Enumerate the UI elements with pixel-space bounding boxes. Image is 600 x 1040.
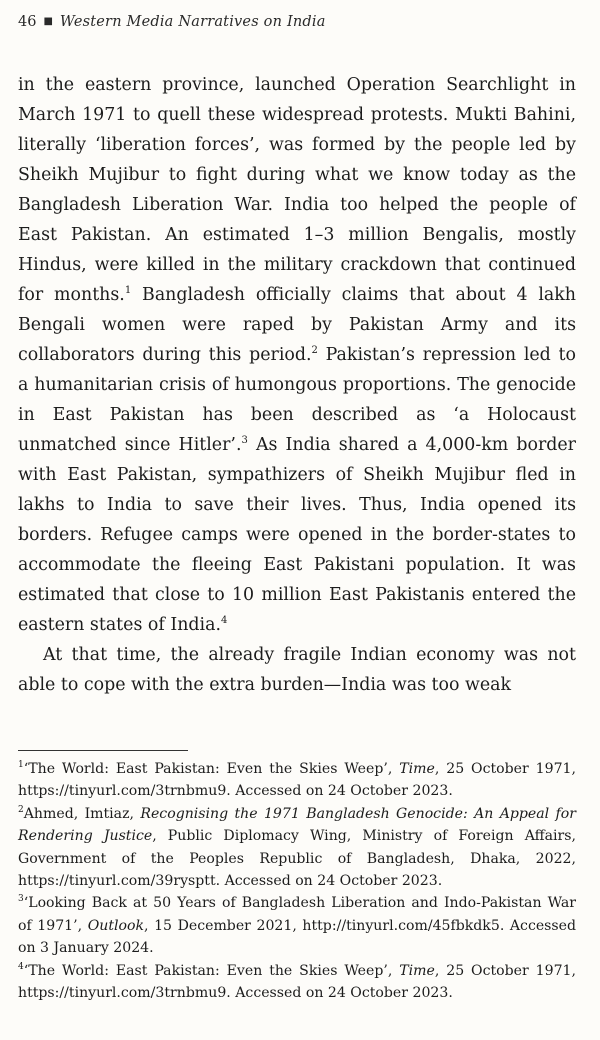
footnote-italic: Time [399,761,435,777]
footnote-mark: 3 [18,894,24,905]
footnote [18,892,576,959]
footnotes [18,758,576,1004]
footnote [18,960,576,1005]
footnote-italic: Time [399,962,435,979]
footnote-text: , 15 December 2021, http://tinyurl.com/45fbkdk5. Accessed on 3 January 2024. [18,917,577,957]
footnote-divider [18,750,188,751]
paragraph-text: Pakistan’s repression led to a humanitarian crisis of humongous proportions. The genocide in East Pakistan has been described as ‘a Holocaust unmatched since Hitler’. [18,345,576,455]
footnote-ref: 2 [311,345,318,356]
footnote-text: Ahmed, Imtiaz, [23,805,141,822]
footnote-mark: 1 [18,760,24,770]
running-header [18,12,326,32]
page-number: 46 [18,14,37,30]
footnote [18,803,576,893]
footnote-mark: 4 [18,961,24,972]
footnote [18,758,576,803]
body-text [18,70,576,700]
footnote-text: ‘The World: East Pakistan: Even the Skies Weep’, [23,962,400,979]
footnote-italic: Outlook [87,917,145,934]
footnote-ref: 1 [124,285,132,296]
paragraph-text: Bangladesh officially claims that about 4 lakh Bengali women were raped by Pakistan Army and its collaborators during this period. [18,285,576,365]
footnote-italic: Recognising the 1971 Bangladesh Genocide: An Appeal for Rendering Justice [18,805,576,845]
footnote-ref: 4 [221,615,228,626]
footnote-mark: 2 [18,804,24,815]
paragraph-text: in the eastern province, launched Operation Searchlight in March 1971 to quell these widespread protests. Mukti Bahini, literally ‘liberation forces’, was formed by the people led by Sheikh Mujibur to fight during what we know today as the Bangladesh Liberation War. India too helped the people of East Pakistan. An estimated 1–3 million Bengalis, mostly Hindus, were killed in the military crackdown that continued for months. [18,75,576,305]
footnote-text: , Public Diplomacy Wing, Ministry of Foreign Affairs, Government of the Peoples Republic of Bangladesh, Dhaka, 2022, https://tinyurl.com/39rysptt. Accessed on 24 October 2023. [18,828,576,890]
footnote-text: ‘Looking Back at 50 Years of Bangladesh Liberation and Indo-Pakistan War of 1971’, [18,895,576,934]
paragraph: At that time, the already fragile Indian economy was not able to cope with the extra burden—India was too weak [18,645,576,695]
bullet-separator-icon: ■ [43,16,53,27]
footnote-text: , 25 October 1971, https://tinyurl.com/3trnbmu9. Accessed on 24 October 2023. [18,962,576,1002]
paragraph-text: As India shared a 4,000-km border with East Pakistan, sympathizers of Sheikh Mujibur fled in lakhs to India to save their lives. Thus, India opened its borders. Refugee camps were opened in the border-states to accommodate the fleeing East Pakistani population. It was estimated that close to 10 million East Pakistanis entered the eastern states of India. [18,435,576,635]
running-title: Western Media Narratives on India [59,14,326,30]
footnote-text: ‘The World: East Pakistan: Even the Skies Weep’, [23,761,400,777]
footnote-ref: 3 [241,435,248,446]
footnote-text: , 25 October 1971, https://tinyurl.com/3trnbmu9. Accessed on 24 October 2023. [18,761,576,800]
paragraph [18,70,576,640]
